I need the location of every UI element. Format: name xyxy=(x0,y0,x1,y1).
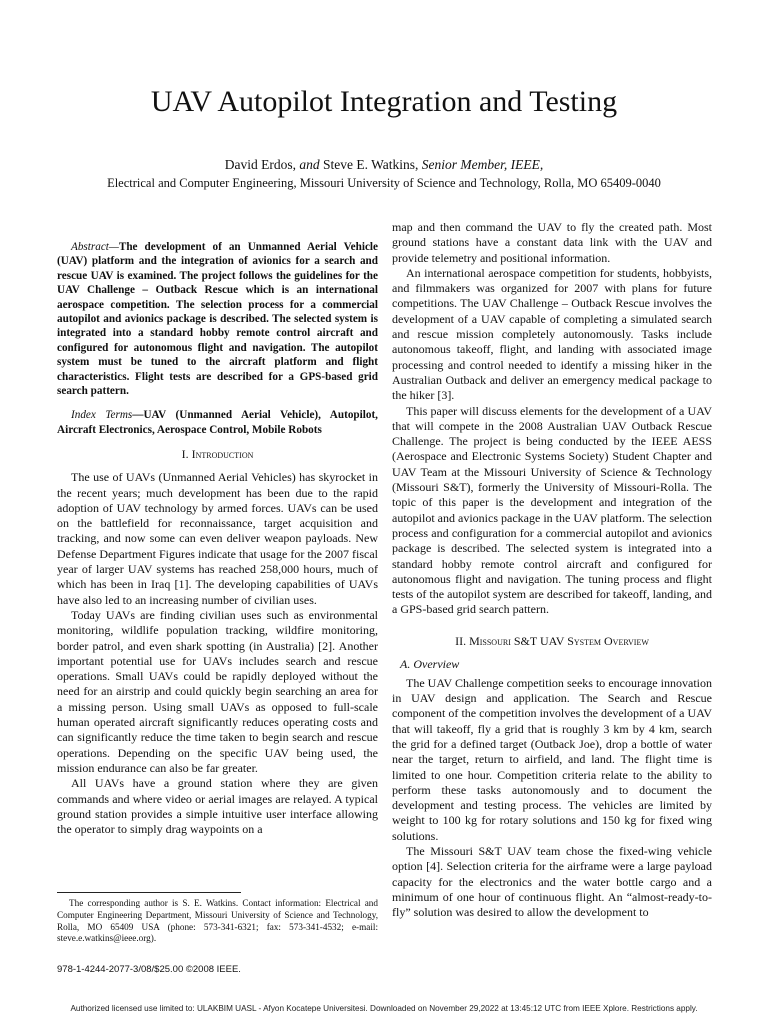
section-2-heading: II. Missouri S&T UAV System Overview xyxy=(455,633,649,648)
copyright-line: 978-1-4244-2077-3/08/$25.00 ©2008 IEEE. xyxy=(57,964,241,975)
abstract xyxy=(57,240,378,398)
intro-paragraph-2: Today UAVs are finding civilian uses such as environmental monitoring, wildlife population tracking, wildfire monitoring, border patrol, and even shark spotting (in Australia) [2]. Another important potential use for UAVs includes search and rescue operations. Small UAVs could be rapidly deployed without the need for an airstrip and could quickly begin searching an area for a missing person. Using small UAVs as opposed to full-scale human operated aircraft significantly reduces operating costs and can significantly reduce the time taken to begin search and rescue operations. Depending on the specific UAV being used, the mission endurance can also be far greater. xyxy=(57,607,378,775)
author-2-role: Senior Member, IEEE, xyxy=(421,157,544,172)
section-1-heading: I. Introduction xyxy=(181,447,254,462)
abstract-text: The development of an Unmanned Aerial Vehicle (UAV) platform and the integration of avionics for a search and rescue UAV is examined. The project follows the guidelines for the UAV Challenge – Outback Rescue which is an international aerospace competition. The selection process for a commercial autopilot and avionics package is described. The selected system is integrated into a standard hobby remote control aircraft and configured for autonomous flight and navigation. The autopilot system must be tuned to the aircraft platform and flight characteristics. Flight tests are described for a GPS-based grid search pattern. xyxy=(57,241,378,398)
overview-paragraph-1: The UAV Challenge competition seeks to encourage innovation in UAV design and application. The Search and Rescue component of the competition involves the development of a UAV that will takeoff, fly a grid that is roughly 3 km by 4 km, search the grid for a defined target (Outback Joe), drop a bottle of water near the target, return to airfield, and land. The flight time is limited to one hour. Competition criteria relate to the ability to perform these tasks autonomously and to document the development and testing process. The vehicles are limited by weight to 100 kg for rotary solutions and 150 kg for fixed wing solutions. xyxy=(392,675,712,843)
paper-title: UAV Autopilot Integration and Testing xyxy=(150,85,618,118)
intro-paragraph-5: This paper will discuss elements for the development of a UAV that will compete in the 2008 Australian UAV Outback Rescue Challenge. The project is being conducted by the IEEE AESS (Aerospace and Electronic Systems Society) Student Chapter and UAV Team at the Missouri University of Science & Technology (Missouri S&T), formerly the University of Missouri-Rolla. The topic of this paper is the development and integration of the autopilot and avionics package in the UAV platform. The selection process and configuration for a commercial autopilot and avionics package is described. The selected system is integrated into a standard hobby remote control aircraft and configured for autonomous flight and navigation. The tuning process and flight tests of the autopilot system are described for takeoff, landing, and a GPS-based grid search pattern. xyxy=(392,403,712,617)
right-column xyxy=(392,220,712,920)
author-1: David Erdos, xyxy=(224,157,296,172)
intro-paragraph-3: All UAVs have a ground station where they are given commands and where video or aerial images are relayed. A typical ground station provides a simple intuitive user interface allowing the operator to simply drag waypoints on a xyxy=(57,776,378,837)
subsection-a-heading: A. Overview xyxy=(400,656,460,671)
authors-line xyxy=(0,156,768,174)
index-terms xyxy=(57,408,378,437)
intro-paragraph-4: An international aerospace competition for students, hobbyists, and filmmakers was organized for 2007 with plans for future competitions. The UAV Challenge – Outback Rescue involves the development of a UAV capable of completing a simulated search and rescue mission completely autonomously. Tasks include autonomous takeoff, flight, and landing with associated image processing and control needed to identify a missing hiker in the Australian Outback and deliver an emergency medical package to the hiker [3]. xyxy=(392,265,712,403)
index-terms-lead: Index Terms xyxy=(71,409,133,422)
authors-conjunction: and xyxy=(299,157,320,172)
intro-paragraph-1: The use of UAVs (Unmanned Aerial Vehicles) has skyrocket in the recent years; much development has been due to the rapid adoption of UAV technology by armed forces. UAVs can be used on the battlefield for reconnaissance, target acquisition and tracking, and now some can even deliver weapon payloads. New Defense Department Figures indicate that usage for the 2007 fiscal year of larger UAV systems has reached 258,000 hours, much of which has been in Iraq [1]. The developing capabilities of UAVs have also led to an increasing number of civilian uses. xyxy=(57,470,378,607)
abstract-lead: Abstract— xyxy=(71,241,119,253)
license-notice: Authorized licensed use limited to: ULAKBIM UASL - Afyon Kocatepe Universitesi. Downloaded on November 29,2022 at 13:45:12 UTC from IEEE Xplore. Restrictions apply. xyxy=(70,1004,698,1013)
overview-paragraph-2: The Missouri S&T UAV team chose the fixed-wing vehicle option [4]. Selection criteria for the airframe were a large payload capacity for the electronics and the water bottle cargo and a minimum of one hour of continuous flight. An “almost-ready-to-fly” solution was desired to allow the development to xyxy=(392,843,712,920)
index-terms-text: UAV (Unmanned Aerial Vehicle), Autopilot, Aircraft Electronics, Aerospace Control, Mobile Robots xyxy=(57,409,378,436)
footnote-rule xyxy=(57,892,241,893)
affiliation: Electrical and Computer Engineering, Missouri University of Science and Technology, Rolla, MO 65409-0040 xyxy=(107,176,661,190)
author-2: Steve E. Watkins, xyxy=(323,157,419,172)
index-terms-dash: — xyxy=(132,409,144,422)
corresponding-author-footnote: The corresponding author is S. E. Watkins. Contact information: Electrical and Computer Engineering Department, Missouri University of Science and Technology, Rolla, MO 65409 USA (phone: 573-341-6321; fax: 573-341-4532; e-mail: steve.e.watkins@ieee.org). xyxy=(57,898,378,944)
left-column xyxy=(57,240,378,837)
intro-paragraph-3-continued: map and then command the UAV to fly the created path. Most ground stations have a constant data link with the UAV and provide telemetry and positional information. xyxy=(392,220,712,265)
